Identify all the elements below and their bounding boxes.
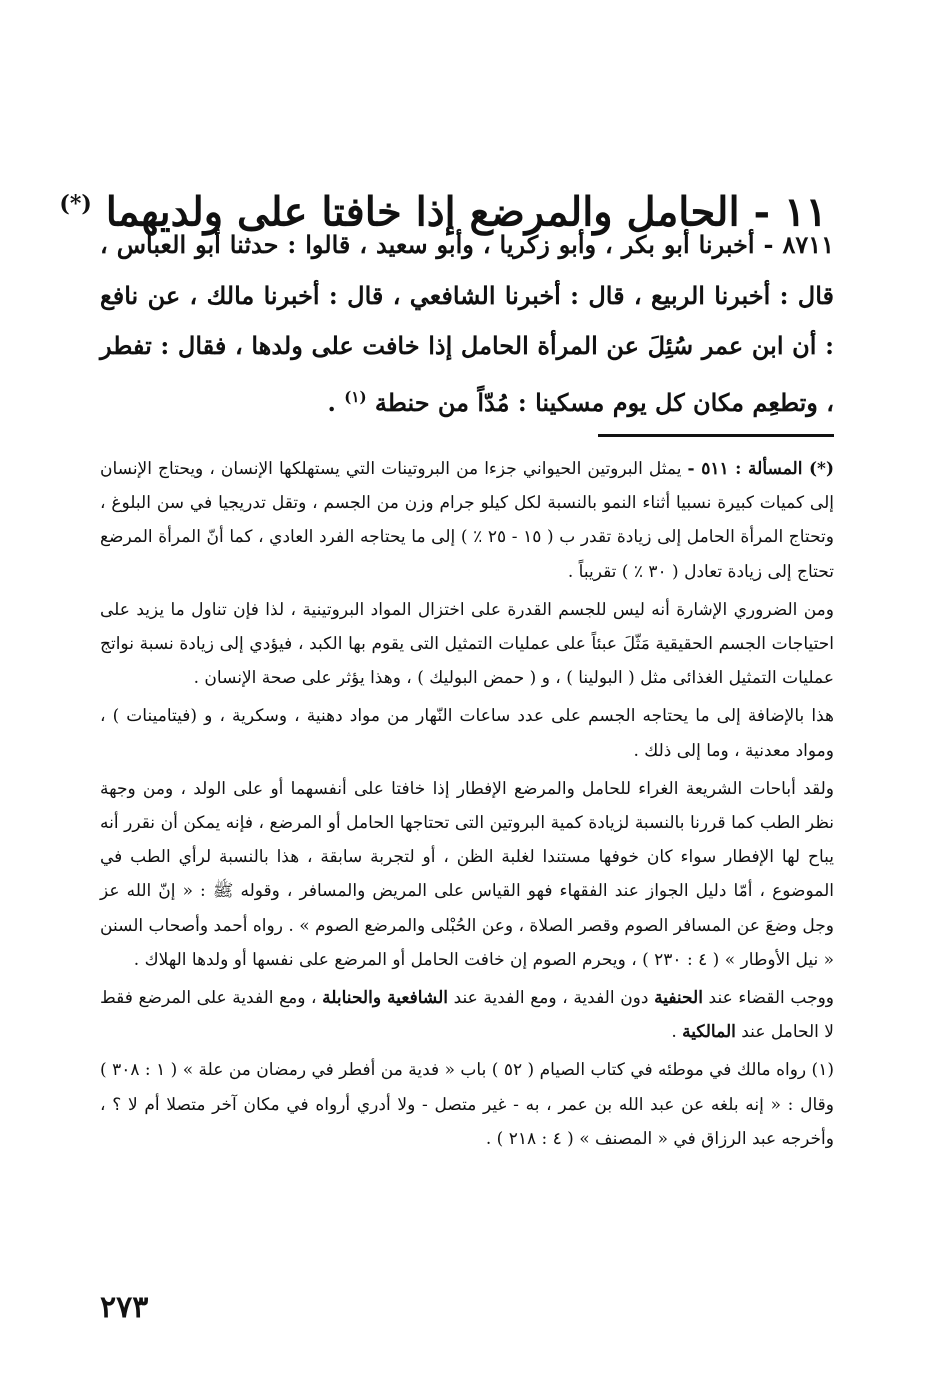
- page-number: ٢٧٣: [100, 1290, 149, 1325]
- footnote-reference: (١): [344, 387, 367, 406]
- school-malikiyya: المالكية: [682, 1022, 736, 1043]
- note-paragraph-5: [100, 981, 834, 1049]
- note-paragraph-3: هذا بالإضافة إلى ما يحتاجه الجسم على عدد ساعات النّهار من مواد دهنية ، وسكرية ، و (فيتامينات ) ، ومواد معدنية ، وما إلى ذلك .: [100, 706, 834, 761]
- hadith-body: ٨٧١١ - أخبرنا أبو بكر ، وأبو زكريا ، وأبو سعيد ، قالوا : حدثنا أبو العباس ، قال : أخبرنا الربيع ، قال : أخبرنا الشافعي ، قال : أخبرنا مالك ، عن نافع : أن ابن عمر سُئِلَ عن المرأة الحامل إذا خافت على ولدها ، فقال : تفطر ، وتطعِم مكان كل يوم مسكينا : مُدّاً من حنطة: [100, 230, 834, 417]
- footnote-divider: [598, 434, 834, 437]
- note-p5-part-c: ، ومع الفدية على المرضع فقط لا الحامل عند: [100, 988, 834, 1043]
- chapter-footnote-mark: (*): [59, 190, 92, 217]
- hadith-text: [100, 220, 834, 428]
- chapter-title-text: ١١ - الحامل والمرضع إذا خافتا على ولديهما: [105, 188, 827, 236]
- note-paragraph-4: ولقد أباحات الشريعة الغراء للحامل والمرضع الإفطار إذا خافتا على أنفسهما أو على الولد ، ومن وجهة نظر الطب كما قررنا بالنسبة لزيادة كمية البروتين التى تحتاجها الحامل أو المرضع ، فإنه يمكن أن نقرر أنه يباح لها الإفطار سواء كان خوفها مستندا لغلبة الظن ، أو لتجربة سابقة ، هذا بالنسبة لرأي الطب في الموضوع ، أمّا دليل الجواز عند الفقهاء فهو القياس على المريض والمسافر ، وقوله ﷺ : « إنّ الله عز وجل وضعَ عن المسافر الصوم وقصر الصلاة ، وعن الحُبْلى والمرضع الصوم » . رواه أحمد وأصحاب السنن « نيل الأوطار » ( ٤ : ٢٣٠ ) ، ويحرم الصوم إن خافت الحامل أو المرضع على نفسها أو ولدها الهلاك .: [100, 778, 834, 970]
- footnote-1: (١) رواه مالك في موطئه في كتاب الصيام ( ٥٢ ) باب « فدية من أفطر في رمضان من علة » ( ١ : ٣٠٨ ) وقال : « إنه بلغه عن عبد الله بن عمر ، به - غير متصل - ولا أدري أرواه في مكان آخر متصلا أم لا ؟ ، وأخرجه عبد الرزاق في « المصنف » ( ٤ : ٢١٨ ) .: [100, 1060, 834, 1149]
- school-shafiiyya-hanabila: الشافعية والحنابلة: [322, 988, 448, 1009]
- note-p5-part-a: ووجب القضاء عند: [702, 988, 834, 1009]
- footnotes: [100, 452, 834, 1160]
- note-issue-511: [100, 452, 834, 589]
- school-hanafiyya: الحنفية: [654, 988, 703, 1009]
- note-issue-label: (*) المسألة : ٥١١ -: [687, 459, 834, 479]
- note-p5-part-b: دون الفدية ، ومع الفدية عند: [447, 988, 655, 1009]
- note-issue-text: يمثل البروتين الحيواني جزءا من البروتينات التي يستهلكها الإنسان ، ويحتاج الإنسان إلى كميات كبيرة نسبيا أثناء النمو بالنسبة لكل كيلو جرام وزن من الجسم ، وتقل تدريجيا في سن البلوغ ، وتحتاج المرأة الحامل إلى زيادة تقدر ب ( ١٥ - ٢٥ ٪ ) إلى ما يحتاجه الفرد العادي ، كما أنّ المرأة المرضع تحتاج إلى زيادة تعادل ( ٣٠ ٪ ) تقريباً .: [100, 459, 834, 582]
- note-paragraph-2: ومن الضروري الإشارة أنه ليس للجسم القدرة على اختزال المواد البروتينية ، لذا فإن تناول ما يزيد على احتياجات الجسم الحقيقية مَثّلَ عبئاً على عمليات التمثيل التى يقوم بها الكبد ، فيؤدي إلى زيادة نسبة نواتج عمليات التمثيل الغذائى مثل ( البولينا ) ، و ( حمض البوليك ) ، وهذا يؤثر على صحة الإنسان .: [100, 599, 834, 689]
- hadith-end: .: [327, 387, 345, 417]
- note-p5-part-d: .: [671, 1022, 683, 1043]
